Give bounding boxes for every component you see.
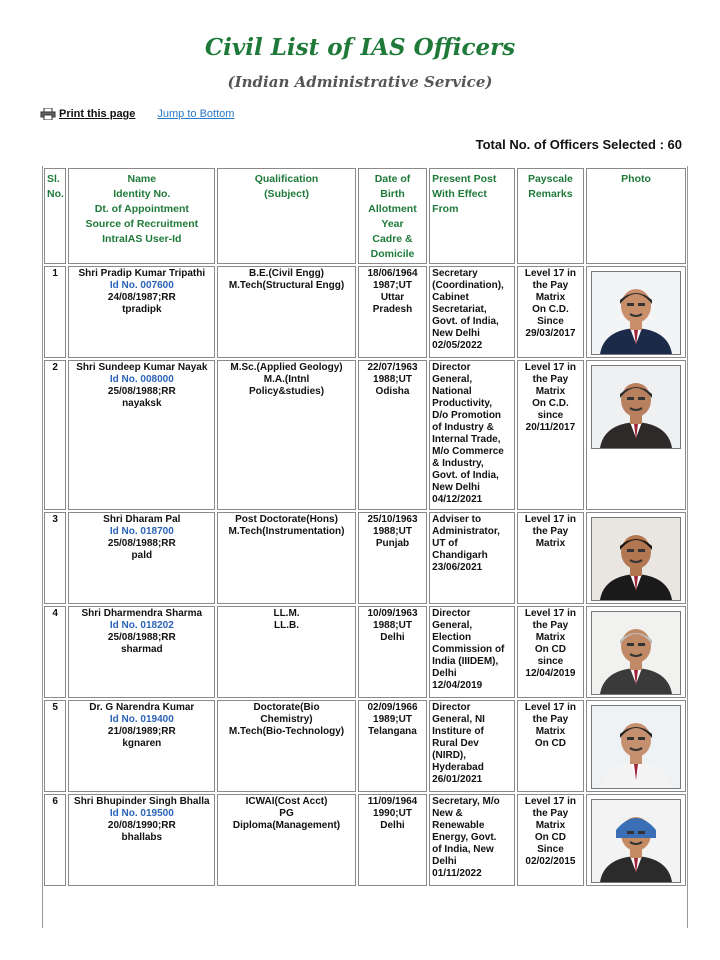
dob-line: 10/09/1963 [367,608,418,619]
payscale-line: 12/04/2019 [525,668,576,679]
qualification-line: M.Tech(Structural Engg) [228,280,345,291]
qualification-line: Diploma(Management) [232,820,341,831]
post-line: Director [432,362,471,373]
post-line: of India, New [432,844,494,855]
qualification-line: Post Doctorate(Hons) [235,514,338,525]
payscale-line: Level 17 in [524,796,576,807]
total-officers-count: Total No. of Officers Selected : 60 [475,137,682,152]
officer-id-no: Id No. 018202 [109,620,174,631]
post-line: (NIRD), [432,750,467,761]
payscale-line: On C.D. [532,398,569,409]
header-line: Sl. [47,173,60,185]
payscale-line: the Pay [532,280,569,291]
payscale-line: Matrix [535,632,566,643]
post-line: Institure of [432,726,484,737]
cell-present-post [429,606,515,698]
officer-photo [591,517,681,601]
payscale-line: 29/03/2017 [525,328,576,339]
post-line: 04/12/2021 [432,494,483,505]
officer-photo [591,799,681,883]
cell-photo [586,700,686,792]
appointment-date: 25/08/1988;RR [107,632,176,643]
post-line: 01/11/2022 [432,868,482,879]
user-id: tpradipk [122,304,162,315]
cell-dob [358,360,427,510]
officer-name: Shri Pradip Kumar Tripathi [78,268,206,279]
cell-sl-no: 2 [44,360,66,510]
payscale-line: the Pay [532,526,569,537]
post-line: Energy, Govt. [432,832,497,843]
qualification-line: Doctorate(Bio [253,702,320,713]
print-page-link[interactable] [40,108,135,120]
cell-sl-no: 3 [44,512,66,604]
post-line: UT of [432,538,458,549]
cell-sl-no: 5 [44,700,66,792]
cell-payscale [517,700,584,792]
post-line: Govt. of India, [432,316,499,327]
officer-name: Shri Dharmendra Sharma [81,608,203,619]
header-payscale [517,168,584,264]
cell-qualification [217,794,356,886]
header-line: Domicile [370,248,415,260]
jump-to-bottom-link[interactable]: Jump to Bottom [157,108,235,120]
post-line: Director [432,702,471,713]
cell-dob [358,794,427,886]
officer-name: Shri Dharam Pal [103,514,181,525]
toolbar [40,108,234,120]
qualification-line: ICWAI(Cost Acct) [245,796,328,807]
printer-icon [40,108,56,120]
payscale-line: On CD [534,832,566,843]
payscale-line: Matrix [535,386,566,397]
header-line: (Subject) [264,188,309,200]
cell-payscale [517,360,584,510]
dob-line: 1988;UT [373,374,412,385]
header-line: Allotment [368,203,417,215]
cell-photo [586,606,686,698]
cell-dob [358,266,427,358]
dob-line: 22/07/1963 [367,362,418,373]
payscale-line: since [537,656,564,667]
cell-qualification [217,700,356,792]
post-line: India (IIIDEM), [432,656,499,667]
cell-present-post [429,700,515,792]
qualification-line: PG [279,808,294,819]
post-line: Internal Trade, [432,434,501,445]
dob-line: Pradesh [372,304,413,315]
payscale-line: Since [537,316,564,327]
table-row [44,360,686,510]
payscale-line: Matrix [535,726,566,737]
payscale-line: Level 17 in [524,268,576,279]
cell-sl-no: 4 [44,606,66,698]
post-line: Hyderabad [432,762,484,773]
dob-line: Delhi [380,632,405,643]
officers-table [42,166,688,888]
header-line: Cadre & [372,233,413,245]
post-line: National [432,386,472,397]
cell-present-post [429,512,515,604]
payscale-line: Since [537,844,564,855]
post-line: Secretary, M/o [432,796,500,807]
officer-id-no: Id No. 018700 [109,526,174,537]
post-line: Delhi [432,856,457,867]
cell-photo [586,512,686,604]
cell-payscale [517,266,584,358]
appointment-date: 25/08/1988;RR [107,538,176,549]
appointment-date: 20/08/1990;RR [107,820,176,831]
post-line: M/o Commerce [432,446,504,457]
officer-photo [591,365,681,449]
post-line: Productivity, [432,398,492,409]
header-line: Remarks [528,188,573,200]
header-line: Name [127,173,157,185]
cell-name [68,266,215,358]
table-row [44,794,686,886]
qualification-line: M.Tech(Instrumentation) [228,526,345,537]
post-line: Chandigarh [432,550,488,561]
cell-name [68,794,215,886]
table-row [44,266,686,358]
cell-dob [358,512,427,604]
appointment-date: 21/08/1989;RR [107,726,176,737]
cell-dob [358,700,427,792]
user-id: kgnaren [122,738,162,749]
officer-id-no: Id No. 019500 [109,808,174,819]
dob-line: 1987;UT [373,280,412,291]
post-line: Director [432,608,471,619]
cell-payscale [517,512,584,604]
cell-sl-no: 1 [44,266,66,358]
cell-photo [586,794,686,886]
header-line: Dt. of Appointment [94,203,189,215]
cell-present-post [429,794,515,886]
cell-name [68,700,215,792]
page-title: Civil List of IAS Officers [204,34,516,61]
user-id: bhallabs [121,832,163,843]
cell-qualification [217,512,356,604]
user-id: nayaksk [122,398,162,409]
payscale-line: Matrix [535,292,566,303]
officer-id-no: Id No. 008000 [109,374,174,385]
post-line: 12/04/2019 [432,680,483,691]
officer-name: Shri Bhupinder Singh Bhalla [74,796,210,807]
header-line: Birth [380,188,405,200]
payscale-line: since [537,410,564,421]
qualification-line: B.E.(Civil Engg) [249,268,325,279]
qualification-line: Chemistry) [260,714,313,725]
header-line: With Effect [432,188,487,200]
payscale-line: Level 17 in [524,362,576,373]
payscale-line: the Pay [532,808,569,819]
qualification-line: M.A.(Intnl [263,374,310,385]
officer-id-no: Id No. 007600 [109,280,174,291]
header-present-post [429,168,515,264]
dob-line: Telangana [368,726,417,737]
post-line: General, NI [432,714,485,725]
post-line: D/o Promotion [432,410,502,421]
post-line: 23/06/2021 [432,562,483,573]
table-row [44,512,686,604]
post-line: Secretary [432,268,478,279]
header-dob [358,168,427,264]
post-line: Election [432,632,472,643]
header-line: Payscale [527,173,573,185]
cell-name [68,606,215,698]
header-name [68,168,215,264]
cell-qualification [217,360,356,510]
payscale-line: Level 17 in [524,608,576,619]
cell-payscale [517,606,584,698]
post-line: Rural Dev [432,738,479,749]
post-line: General, [432,374,473,385]
dob-line: 18/06/1964 [367,268,418,279]
dob-line: 02/09/1966 [367,702,418,713]
cell-dob [358,606,427,698]
cell-present-post [429,360,515,510]
post-line: 02/05/2022 [432,340,483,351]
appointment-date: 24/08/1987;RR [107,292,176,303]
post-line: Secretariat, [432,304,487,315]
post-line: of Industry & [432,422,494,433]
officer-photo [591,271,681,355]
dob-line: Uttar [380,292,405,303]
post-line: New Delhi [432,482,480,493]
user-id: sharmad [120,644,163,655]
dob-line: Odisha [375,386,410,397]
qualification-line: Policy&studies) [249,386,325,397]
header-photo: Photo [586,168,686,264]
cell-present-post [429,266,515,358]
post-line: Commission of [432,644,505,655]
officer-id-no: Id No. 019400 [109,714,174,725]
print-page-label: Print this page [59,108,136,120]
payscale-line: the Pay [532,620,569,631]
payscale-line: Matrix [535,820,566,831]
cell-name [68,512,215,604]
cell-payscale [517,794,584,886]
officer-name: Dr. G Narendra Kumar [89,702,195,713]
header-line: Date of [374,173,411,185]
page-subtitle: (Indian Administrative Service) [227,73,493,91]
cell-photo [586,266,686,358]
table-row [44,606,686,698]
payscale-line: On CD [534,644,566,655]
dob-line: Delhi [380,820,405,831]
officers-table-container [42,166,688,928]
table-row [44,700,686,792]
post-line: (Coordination), [432,280,504,291]
payscale-line: On C.D. [532,304,569,315]
cell-sl-no: 6 [44,794,66,886]
header-line: Identity No. [113,188,171,200]
dob-line: 11/09/1964 [367,796,418,807]
officer-photo [591,611,681,695]
qualification-line: M.Sc.(Applied Geology) [230,362,343,373]
header-qualification [217,168,356,264]
payscale-line: the Pay [532,714,569,725]
header-line: From [432,203,459,215]
cell-photo [586,360,686,510]
dob-line: Punjab [375,538,410,549]
cell-name [68,360,215,510]
post-line: Cabinet [432,292,469,303]
user-id: pald [131,550,153,561]
post-line: Administrator, [432,526,500,537]
post-line: New & [432,808,463,819]
post-line: Adviser to [432,514,482,525]
post-line: Renewable [432,820,485,831]
dob-line: 1990;UT [373,808,412,819]
header-line: Source of Recruitment [85,218,199,230]
appointment-date: 25/08/1988;RR [107,386,176,397]
dob-line: 1988;UT [373,526,412,537]
payscale-line: Level 17 in [524,514,576,525]
header-line: Year [381,218,404,230]
post-line: Govt. of India, [432,470,499,481]
header-line: IntraIAS User-Id [102,233,182,245]
payscale-line: 20/11/2017 [525,422,576,433]
header-line: Qualification [254,173,319,185]
qualification-line: LL.B. [274,620,300,631]
payscale-line: On CD [534,738,566,749]
officer-photo [591,705,681,789]
post-line: 26/01/2021 [432,774,483,785]
header-line: No. [47,188,64,200]
cell-qualification [217,606,356,698]
payscale-line: 02/02/2015 [525,856,576,867]
payscale-line: Matrix [535,538,566,549]
dob-line: 1988;UT [373,620,412,631]
payscale-line: Level 17 in [524,702,576,713]
cell-qualification [217,266,356,358]
qualification-line: LL.M. [273,608,300,619]
post-line: Delhi [432,668,457,679]
post-line: General, [432,620,473,631]
qualification-line: M.Tech(Bio-Technology) [228,726,345,737]
header-sl-no [44,168,66,264]
dob-line: 25/10/1963 [367,514,418,525]
dob-line: 1989;UT [373,714,412,725]
post-line: & Industry, [432,458,484,469]
officer-name: Shri Sundeep Kumar Nayak [76,362,208,373]
post-line: New Delhi [432,328,480,339]
table-header-row [44,168,686,264]
header-line: Present Post [432,173,497,185]
payscale-line: the Pay [532,374,569,385]
